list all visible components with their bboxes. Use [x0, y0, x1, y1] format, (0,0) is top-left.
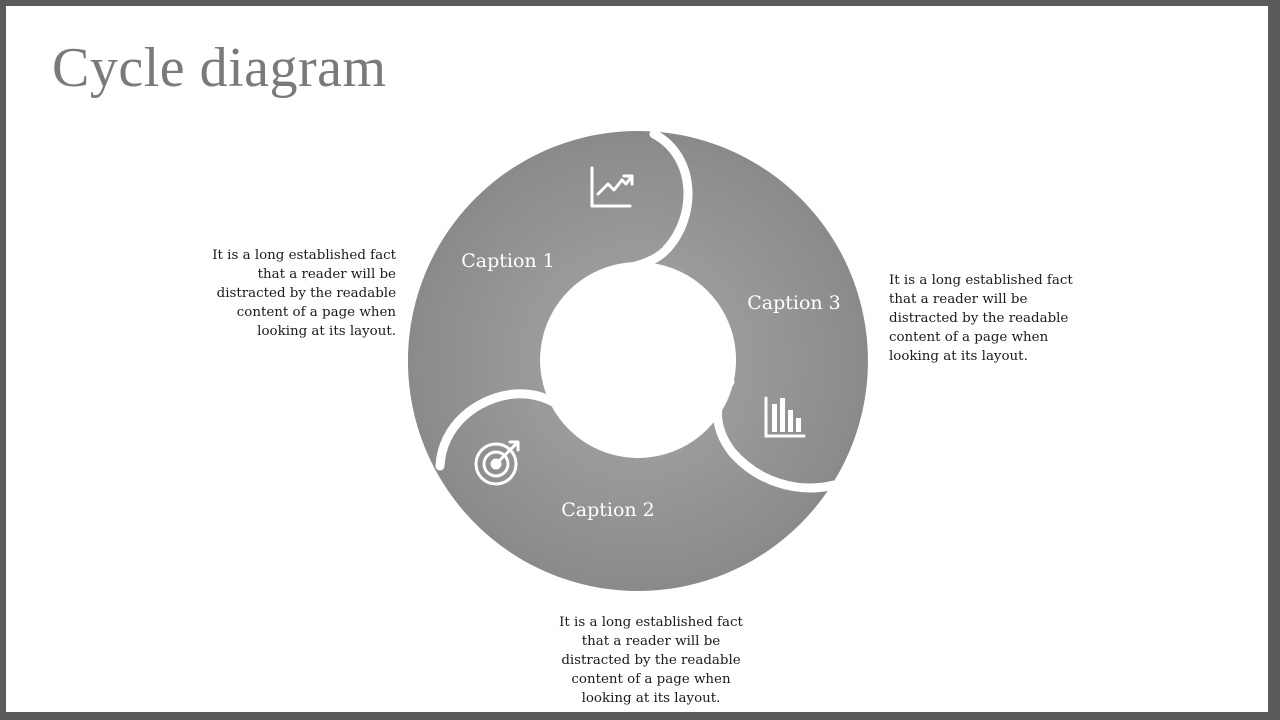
caption-3: Caption 3 [747, 292, 841, 314]
slide [6, 6, 1268, 712]
caption-1: Caption 1 [461, 250, 555, 272]
slide-title: Cycle diagram [52, 37, 387, 99]
description-left: It is a long established fact that a reader will be distracted by the readable content of a page when looking at its layout. [212, 248, 396, 339]
caption-2: Caption 2 [561, 499, 655, 521]
description-bottom: It is a long established fact that a reader will be distracted by the readable content of a page when looking at its layout. [559, 615, 743, 706]
description-right: It is a long established fact that a reader will be distracted by the readable content of a page when looking at its layout. [889, 273, 1073, 364]
